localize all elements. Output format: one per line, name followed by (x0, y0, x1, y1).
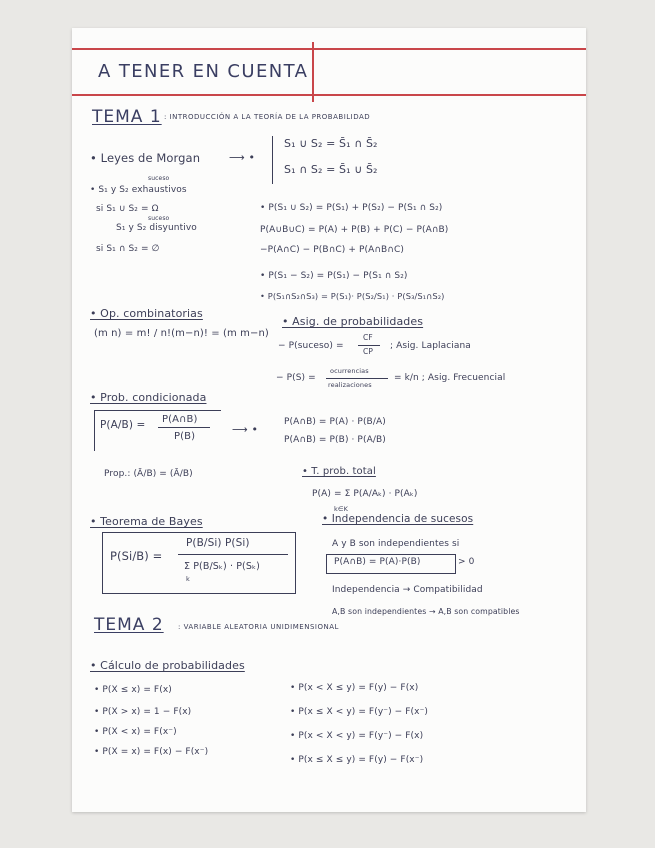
header-top-rule (72, 48, 586, 50)
condicionada-rule-1: P(A∩B) = P(A) · P(B/A) (284, 417, 386, 427)
disjoint-note: suceso (148, 215, 170, 222)
tema1-subtitle: : INTRODUCCIÓN A LA TEORÍA DE LA PROBABILIDAD (164, 113, 371, 121)
asig-laplace-post: ; Asig. Laplaciana (390, 341, 471, 351)
calculo-right-3: • P(x < X < y) = F(y⁻) − F(x) (290, 731, 424, 741)
asig-laplace-den: CP (363, 347, 373, 356)
calculo-left-4: • P(X = x) = F(x) − F(x⁻) (94, 747, 209, 757)
header-bottom-rule (72, 94, 586, 96)
total-label: • T. prob. total (302, 466, 376, 477)
condicionada-bar (158, 427, 210, 428)
calculo-right-2: • P(x ≤ X < y) = F(y⁻) − F(x⁻) (290, 707, 429, 717)
header-vertical-rule (312, 42, 314, 102)
condicionada-left: P(A/B) = (100, 419, 146, 431)
morgan-arrow: ⟶ • (229, 151, 256, 164)
bayes-den-sub: k (186, 575, 190, 583)
condicionada-label: • Prob. condicionada (90, 391, 207, 404)
combinatorias-formula: (m n) = m! / n!(m−n)! = (m m−n) (94, 328, 269, 339)
condicionada-prop: Prop.: (Ā/B) = (Ā/B) (104, 469, 193, 479)
bayes-left: P(Si/B) = (110, 549, 163, 563)
notes-page (72, 28, 586, 812)
indep-line-3: Independencia → Compatibilidad (332, 585, 483, 595)
morgan-law-1: S₁ ∪ S₂ = S̄₁ ∩ S̄₂ (284, 137, 378, 150)
asig-laplace-num: CF (363, 333, 373, 342)
indep-line-4: A,B son independientes → A,B son compatibles (332, 607, 520, 616)
tema1-title: TEMA 1 (92, 107, 162, 127)
tema2-subtitle: : VARIABLE ALEATORIA UNIDIMENSIONAL (178, 623, 339, 631)
condicionada-rule-2: P(A∩B) = P(B) · P(A/B) (284, 435, 386, 445)
prop-intersection-chain: • P(S₁∩S₂∩S₃) = P(S₁)· P(S₂/S₁) · P(S₃/S₁∩S₂) (260, 291, 445, 301)
total-formula: P(A) = Σ P(A/Aₖ) · P(Aₖ) (312, 489, 418, 499)
indep-line-1: A y B son independientes si (332, 539, 460, 549)
combinatorias-label: • Op. combinatorias (90, 307, 203, 320)
indep-formula: P(A∩B) = P(A)·P(B) (334, 557, 421, 567)
prop-difference: • P(S₁ − S₂) = P(S₁) − P(S₁ ∩ S₂) (260, 271, 408, 281)
prop-union-three: P(A∪B∪C) = P(A) + P(B) + P(C) − P(A∩B) (260, 225, 449, 235)
calculo-right-1: • P(x < X ≤ y) = F(y) − F(x) (290, 683, 419, 693)
asig-freq-pre: − P(S) = (276, 373, 316, 383)
calculo-label: • Cálculo de probabilidades (90, 659, 245, 672)
bayes-label: • Teorema de Bayes (90, 515, 203, 528)
morgan-brace (272, 136, 273, 184)
morgan-law-2: S₁ ∩ S₂ = S̄₁ ∪ S̄₂ (284, 163, 378, 176)
asig-laplace-bar (358, 345, 380, 346)
prop-union-two: • P(S₁ ∪ S₂) = P(S₁) + P(S₂) − P(S₁ ∩ S₂) (260, 203, 443, 213)
disjoint-label: S₁ y S₂ disyuntivo (116, 223, 197, 233)
exhaustive-label: • S₁ y S₂ exhaustivos (90, 185, 187, 195)
bayes-den: Σ P(B/Sₖ) · P(Sₖ) (184, 561, 260, 572)
condicionada-arrow: ⟶ • (232, 423, 259, 436)
morgan-label: • Leyes de Morgan (90, 151, 201, 165)
prop-union-three-cont: −P(A∩C) − P(B∩C) + P(A∩B∩C) (260, 245, 404, 255)
indep-gt: > 0 (458, 557, 475, 567)
asig-freq-bar (326, 378, 388, 379)
tema2-title: TEMA 2 (94, 615, 164, 635)
bayes-bar (178, 554, 288, 555)
condicionada-num: P(A∩B) (162, 414, 198, 425)
calculo-left-1: • P(X ≤ x) = F(x) (94, 685, 172, 695)
disjoint-condition: si S₁ ∩ S₂ = ∅ (96, 244, 160, 254)
calculo-left-3: • P(X < x) = F(x⁻) (94, 727, 177, 737)
exhaustive-note: suceso (148, 175, 170, 182)
calculo-right-4: • P(x ≤ X ≤ y) = F(y) − F(x⁻) (290, 755, 424, 765)
asig-freq-post: = k/n ; Asig. Frecuencial (394, 373, 506, 383)
total-sub: k∈K (334, 505, 348, 513)
indep-label: • Independencia de sucesos (322, 513, 474, 525)
page-title: A TENER EN CUENTA (98, 61, 309, 82)
bayes-num: P(B/Si) P(Si) (186, 537, 250, 549)
asig-label: • Asig. de probabilidades (282, 315, 424, 328)
asig-freq-den: realizaciones (328, 381, 372, 389)
asig-laplace-pre: − P(suceso) = (278, 341, 344, 351)
condicionada-den: P(B) (174, 431, 196, 442)
exhaustive-condition: si S₁ ∪ S₂ = Ω (96, 204, 159, 214)
asig-freq-num: ocurrencias (330, 367, 369, 375)
calculo-left-2: • P(X > x) = 1 − F(x) (94, 707, 192, 717)
